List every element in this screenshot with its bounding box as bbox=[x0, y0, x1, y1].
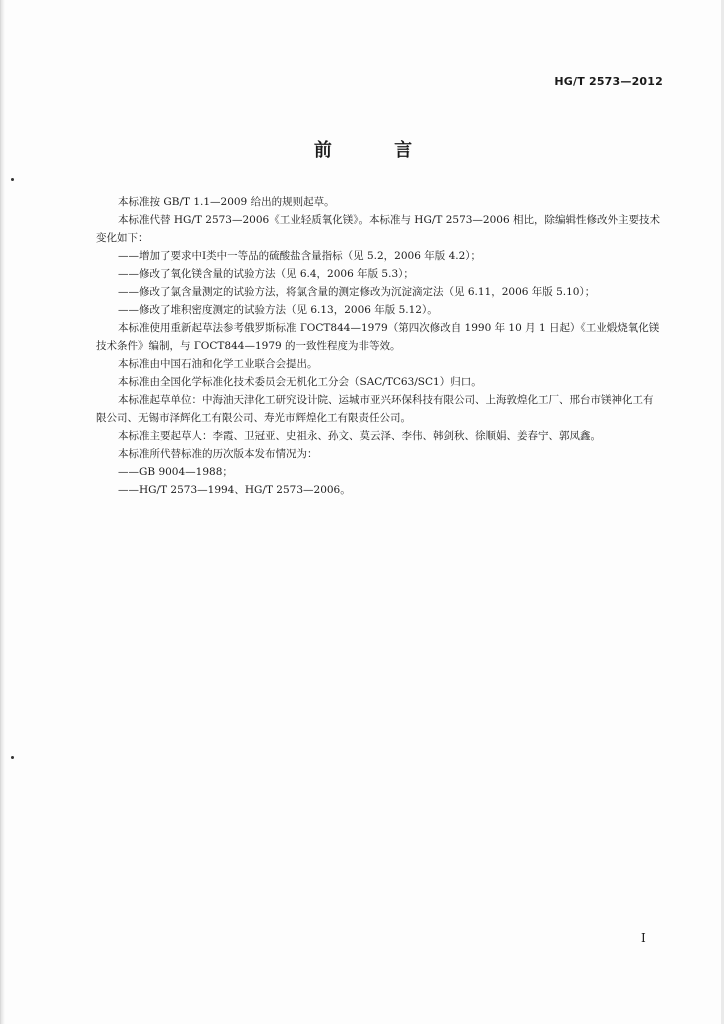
page-number: I bbox=[641, 931, 646, 945]
change-item: ——增加了要求中Ⅰ类中一等品的硫酸盐含量指标（见 5.2，2006 年版 4.2）； bbox=[118, 250, 482, 262]
paragraph: 本标准由全国化学标准化技术委员会无机化工分会（SAC/TC63/SC1）归口。 bbox=[118, 376, 482, 388]
scan-speck bbox=[11, 178, 14, 181]
history-item: ——GB 9004—1988； bbox=[118, 466, 233, 478]
change-item: ——修改了氯含量测定的试验方法，将氯含量的测定修改为沉淀滴定法（见 6.11，2006 年版 5.10）； bbox=[118, 286, 596, 298]
change-item: ——修改了氧化镁含量的试验方法（见 6.4，2006 年版 5.3）； bbox=[118, 268, 414, 280]
paragraph: 本标准按 GB/T 1.1—2009 给出的规则起草。 bbox=[118, 196, 335, 208]
foreword-body bbox=[96, 193, 662, 499]
paragraph: 本标准所代替标准的历次版本发布情况为： bbox=[118, 448, 318, 460]
paragraph: 本标准代替 HG/T 2573—2006《工业轻质氧化镁》。本标准与 HG/T 2573—2006 相比，除编辑性修改外主要技术变化如下： bbox=[96, 214, 660, 244]
history-item: ——HG/T 2573—1994、HG/T 2573—2006。 bbox=[118, 484, 351, 496]
paragraph: 本标准由中国石油和化学工业联合会提出。 bbox=[118, 358, 318, 370]
standard-number: HG/T 2573—2012 bbox=[554, 75, 663, 88]
paragraph: 本标准起草单位：中海油天津化工研究设计院、运城市亚兴环保科技有限公司、上海敦煌化工厂、邢台市镁神化工有限公司、无锡市泽辉化工有限公司、寿光市辉煌化工有限责任公司。 bbox=[96, 394, 654, 424]
change-item: ——修改了堆积密度测定的试验方法（见 6.13，2006 年版 5.12）。 bbox=[118, 304, 438, 316]
page-title: 前 言 bbox=[313, 140, 441, 161]
scan-speck bbox=[11, 756, 14, 759]
paragraph: 本标准主要起草人：李霞、卫冠亚、史祖永、孙文、莫云泽、李伟、韩剑秋、徐顺娟、姜春宁、郭凤鑫。 bbox=[118, 430, 601, 442]
paragraph: 本标准使用重新起草法参考俄罗斯标准 ГОСТ844—1979（第四次修改自 1990 年 10 月 1 日起）《工业煅烧氧化镁技术条件》编制，与 ГОСТ844—1979 的一致性程度为非等效。 bbox=[96, 322, 660, 352]
